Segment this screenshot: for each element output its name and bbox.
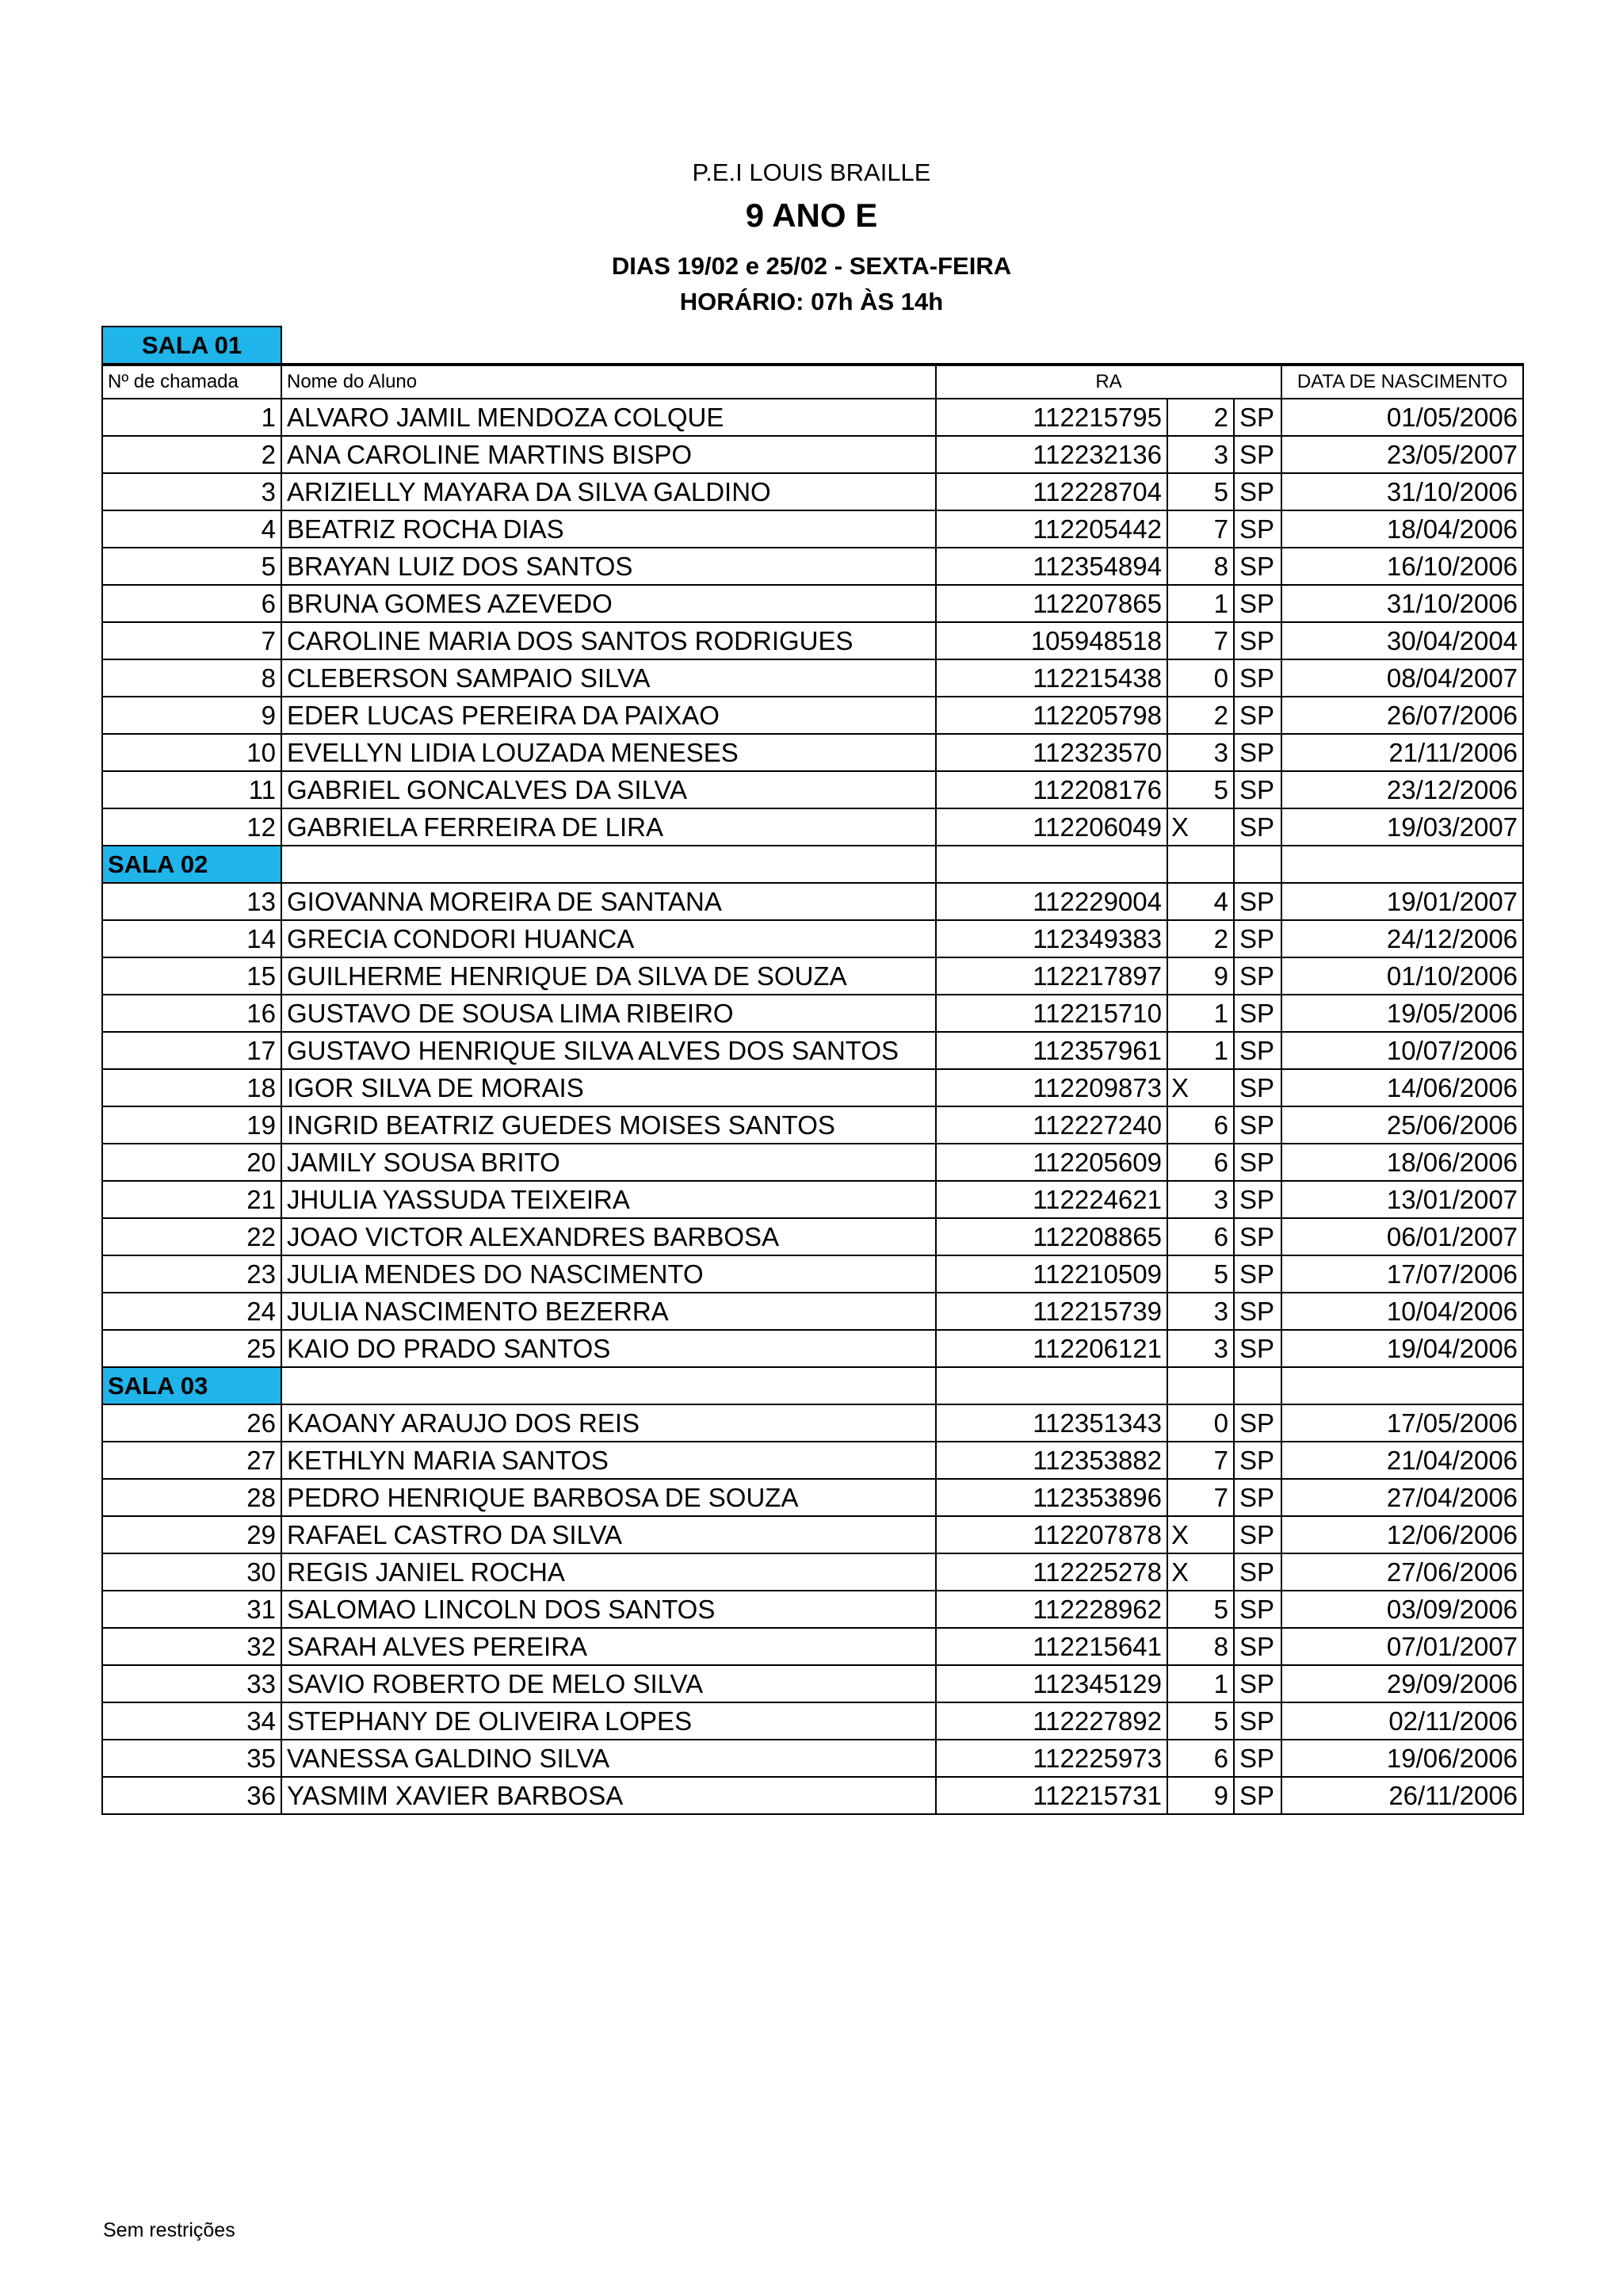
student-number: 16 [102,995,281,1032]
student-number: 27 [102,1442,281,1479]
student-number: 22 [102,1218,281,1255]
student-ra-uf: SP [1234,1181,1281,1218]
header-nascimento: DATA DE NASCIMENTO [1281,365,1523,399]
student-ra-uf: SP [1234,1404,1281,1442]
blank-cell [1281,846,1523,883]
student-ra: 112323570 [936,734,1167,771]
blank-cell [281,327,1523,365]
student-ra-digit: 6 [1167,1144,1234,1181]
student-ra-uf: SP [1234,659,1281,697]
student-ra-uf: SP [1234,1442,1281,1479]
student-number: 25 [102,1330,281,1367]
student-number: 33 [102,1665,281,1702]
student-number: 8 [102,659,281,697]
table-row [102,1330,1523,1367]
student-ra: 112353882 [936,1442,1167,1479]
student-ra-digit: 7 [1167,622,1234,659]
student-ra: 112215438 [936,659,1167,697]
class-title: 9 ANO E [745,197,878,234]
student-number: 19 [102,1106,281,1144]
sala-label: SALA 01 [102,327,281,365]
student-number: 1 [102,399,281,436]
student-name: REGIS JANIEL ROCHA [281,1553,936,1591]
student-birthdate: 12/06/2006 [1281,1516,1523,1553]
student-ra: 112215739 [936,1293,1167,1330]
student-number: 18 [102,1069,281,1106]
student-name: EDER LUCAS PEREIRA DA PAIXAO [281,697,936,734]
student-birthdate: 19/06/2006 [1281,1740,1523,1777]
student-ra: 112228704 [936,473,1167,510]
student-birthdate: 19/04/2006 [1281,1330,1523,1367]
student-number: 17 [102,1032,281,1069]
exam-schedule: HORÁRIO: 07h ÀS 14h [679,288,944,315]
student-ra-uf: SP [1234,1106,1281,1144]
table-row [102,622,1523,659]
student-number: 29 [102,1516,281,1553]
student-ra-uf: SP [1234,995,1281,1032]
student-ra-digit: 6 [1167,1218,1234,1255]
table-row [102,1404,1523,1442]
student-ra: 112353896 [936,1479,1167,1516]
student-ra-uf: SP [1234,1591,1281,1628]
sala-row [102,1367,1523,1404]
student-ra-digit: 6 [1167,1106,1234,1144]
student-ra-uf: SP [1234,1777,1281,1814]
table-row [102,436,1523,473]
student-ra-digit: 7 [1167,510,1234,548]
student-number: 6 [102,585,281,622]
student-birthdate: 24/12/2006 [1281,920,1523,957]
student-number: 21 [102,1181,281,1218]
student-ra-digit: 3 [1167,1293,1234,1330]
student-name: JHULIA YASSUDA TEIXEIRA [281,1181,936,1218]
table-row [102,1144,1523,1181]
student-name: SALOMAO LINCOLN DOS SANTOS [281,1591,936,1628]
header-ra: RA [936,365,1281,399]
student-ra-digit: 9 [1167,1777,1234,1814]
student-number: 15 [102,957,281,995]
student-ra-uf: SP [1234,1702,1281,1740]
blank-cell [1281,1367,1523,1404]
table-row [102,1293,1523,1330]
student-ra-digit: 1 [1167,995,1234,1032]
student-ra: 112210509 [936,1255,1167,1293]
student-birthdate: 21/11/2006 [1281,734,1523,771]
student-number: 20 [102,1144,281,1181]
student-number: 10 [102,734,281,771]
student-number: 5 [102,548,281,585]
student-name: JOAO VICTOR ALEXANDRES BARBOSA [281,1218,936,1255]
table-row [102,883,1523,920]
student-number: 35 [102,1740,281,1777]
student-ra: 112351343 [936,1404,1167,1442]
student-ra-uf: SP [1234,1479,1281,1516]
table-row [102,1516,1523,1553]
student-name: CLEBERSON SAMPAIO SILVA [281,659,936,697]
student-ra-uf: SP [1234,399,1281,436]
student-ra: 112206121 [936,1330,1167,1367]
student-ra: 112205442 [936,510,1167,548]
table-row [102,1591,1523,1628]
student-ra-digit: 5 [1167,473,1234,510]
table-row [102,548,1523,585]
student-number: 28 [102,1479,281,1516]
student-name: YASMIM XAVIER BARBOSA [281,1777,936,1814]
student-number: 11 [102,771,281,808]
student-name: ALVARO JAMIL MENDOZA COLQUE [281,399,936,436]
table-row [102,1479,1523,1516]
student-birthdate: 01/10/2006 [1281,957,1523,995]
student-name: BRUNA GOMES AZEVEDO [281,585,936,622]
student-ra-uf: SP [1234,1069,1281,1106]
student-ra-uf: SP [1234,920,1281,957]
table-row [102,1218,1523,1255]
student-ra-uf: SP [1234,1218,1281,1255]
student-number: 14 [102,920,281,957]
student-number: 31 [102,1591,281,1628]
student-ra: 112349383 [936,920,1167,957]
table-row [102,995,1523,1032]
student-name: GABRIELA FERREIRA DE LIRA [281,808,936,846]
student-birthdate: 18/04/2006 [1281,510,1523,548]
student-birthdate: 17/07/2006 [1281,1255,1523,1293]
student-name: JAMILY SOUSA BRITO [281,1144,936,1181]
student-ra-uf: SP [1234,1628,1281,1665]
student-name: GRECIA CONDORI HUANCA [281,920,936,957]
student-ra-digit: 9 [1167,957,1234,995]
blank-cell [281,1367,936,1404]
student-ra: 112217897 [936,957,1167,995]
student-ra-digit: 4 [1167,883,1234,920]
student-name: EVELLYN LIDIA LOUZADA MENESES [281,734,936,771]
student-birthdate: 16/10/2006 [1281,548,1523,585]
student-birthdate: 17/05/2006 [1281,1404,1523,1442]
student-birthdate: 23/12/2006 [1281,771,1523,808]
student-ra: 112215641 [936,1628,1167,1665]
student-birthdate: 26/11/2006 [1281,1777,1523,1814]
table-row [102,920,1523,957]
student-ra-uf: SP [1234,1293,1281,1330]
table-row [102,1553,1523,1591]
student-ra: 112228962 [936,1591,1167,1628]
student-ra-digit: 5 [1167,1591,1234,1628]
student-ra: 112227892 [936,1702,1167,1740]
student-name: GUILHERME HENRIQUE DA SILVA DE SOUZA [281,957,936,995]
blank-cell [1234,846,1281,883]
student-name: GABRIEL GONCALVES DA SILVA [281,771,936,808]
student-birthdate: 18/06/2006 [1281,1144,1523,1181]
student-table [101,326,1524,1815]
student-birthdate: 02/11/2006 [1281,1702,1523,1740]
student-name: BRAYAN LUIZ DOS SANTOS [281,548,936,585]
student-number: 4 [102,510,281,548]
student-ra-uf: SP [1234,771,1281,808]
student-ra-uf: SP [1234,1665,1281,1702]
table-row [102,1181,1523,1218]
student-birthdate: 19/03/2007 [1281,808,1523,846]
student-ra-digit: X [1167,1516,1234,1553]
student-birthdate: 31/10/2006 [1281,585,1523,622]
student-name: BEATRIZ ROCHA DIAS [281,510,936,548]
table-row [102,1032,1523,1069]
blank-cell [1234,1367,1281,1404]
student-name: KETHLYN MARIA SANTOS [281,1442,936,1479]
table-row [102,1628,1523,1665]
table-row [102,399,1523,436]
student-ra-digit: 2 [1167,920,1234,957]
student-number: 3 [102,473,281,510]
student-ra-uf: SP [1234,1516,1281,1553]
student-ra-uf: SP [1234,1255,1281,1293]
student-ra: 112215795 [936,399,1167,436]
student-ra: 112215710 [936,995,1167,1032]
header-numero: Nº de chamada [102,365,281,399]
student-ra-digit: 5 [1167,1255,1234,1293]
student-number: 36 [102,1777,281,1814]
table-row [102,473,1523,510]
header-nome: Nome do Aluno [281,365,936,399]
student-ra-uf: SP [1234,1740,1281,1777]
student-name: KAIO DO PRADO SANTOS [281,1330,936,1367]
student-ra-digit: 2 [1167,399,1234,436]
student-ra-digit: 2 [1167,697,1234,734]
student-birthdate: 10/04/2006 [1281,1293,1523,1330]
student-ra-uf: SP [1234,697,1281,734]
student-ra: 112206049 [936,808,1167,846]
table-row [102,1740,1523,1777]
student-ra-digit: X [1167,1069,1234,1106]
column-header-row [102,365,1523,399]
student-name: RAFAEL CASTRO DA SILVA [281,1516,936,1553]
student-birthdate: 25/06/2006 [1281,1106,1523,1144]
sala-label: SALA 03 [102,1367,281,1404]
blank-cell [1167,846,1234,883]
student-ra: 112208176 [936,771,1167,808]
student-number: 23 [102,1255,281,1293]
student-ra: 112232136 [936,436,1167,473]
student-ra: 112225973 [936,1740,1167,1777]
student-ra-digit: 5 [1167,771,1234,808]
student-name: PEDRO HENRIQUE BARBOSA DE SOUZA [281,1479,936,1516]
student-ra: 112354894 [936,548,1167,585]
student-ra: 112208865 [936,1218,1167,1255]
student-ra-digit: 3 [1167,1181,1234,1218]
student-number: 12 [102,808,281,846]
student-ra-digit: 0 [1167,659,1234,697]
student-name: IGOR SILVA DE MORAIS [281,1069,936,1106]
student-birthdate: 07/01/2007 [1281,1628,1523,1665]
student-ra: 112225278 [936,1553,1167,1591]
student-ra: 112229004 [936,883,1167,920]
student-name: SARAH ALVES PEREIRA [281,1628,936,1665]
student-name: INGRID BEATRIZ GUEDES MOISES SANTOS [281,1106,936,1144]
student-ra-uf: SP [1234,510,1281,548]
blank-cell [1167,1367,1234,1404]
student-ra-uf: SP [1234,1553,1281,1591]
student-birthdate: 19/05/2006 [1281,995,1523,1032]
student-ra-digit: 1 [1167,585,1234,622]
student-ra-uf: SP [1234,548,1281,585]
student-birthdate: 01/05/2006 [1281,399,1523,436]
sala-row [102,327,1523,365]
student-ra-digit: 3 [1167,734,1234,771]
student-ra-uf: SP [1234,734,1281,771]
student-ra-uf: SP [1234,808,1281,846]
student-ra-uf: SP [1234,883,1281,920]
student-ra-uf: SP [1234,585,1281,622]
student-ra-uf: SP [1234,1144,1281,1181]
table-row [102,1665,1523,1702]
student-ra-digit: X [1167,808,1234,846]
student-name: KAOANY ARAUJO DOS REIS [281,1404,936,1442]
student-birthdate: 08/04/2007 [1281,659,1523,697]
table-row [102,585,1523,622]
student-name: JULIA MENDES DO NASCIMENTO [281,1255,936,1293]
student-ra: 105948518 [936,622,1167,659]
student-number: 34 [102,1702,281,1740]
student-name: STEPHANY DE OLIVEIRA LOPES [281,1702,936,1740]
student-ra: 112215731 [936,1777,1167,1814]
student-ra: 112227240 [936,1106,1167,1144]
table-row [102,1106,1523,1144]
student-ra-digit: 6 [1167,1740,1234,1777]
student-birthdate: 14/06/2006 [1281,1069,1523,1106]
student-birthdate: 10/07/2006 [1281,1032,1523,1069]
student-number: 24 [102,1293,281,1330]
table-row [102,1442,1523,1479]
student-birthdate: 03/09/2006 [1281,1591,1523,1628]
student-ra: 112357961 [936,1032,1167,1069]
student-ra-uf: SP [1234,622,1281,659]
student-number: 30 [102,1553,281,1591]
student-ra: 112207878 [936,1516,1167,1553]
student-ra-digit: 7 [1167,1442,1234,1479]
table-row [102,1255,1523,1293]
student-birthdate: 29/09/2006 [1281,1665,1523,1702]
table-row [102,771,1523,808]
student-birthdate: 27/06/2006 [1281,1553,1523,1591]
student-name: ARIZIELLY MAYARA DA SILVA GALDINO [281,473,936,510]
student-name: GUSTAVO DE SOUSA LIMA RIBEIRO [281,995,936,1032]
student-number: 7 [102,622,281,659]
student-name: ANA CAROLINE MARTINS BISPO [281,436,936,473]
student-birthdate: 31/10/2006 [1281,473,1523,510]
student-birthdate: 26/07/2006 [1281,697,1523,734]
table-row [102,1777,1523,1814]
school-name: P.E.I LOUIS BRAILLE [692,159,931,186]
student-number: 2 [102,436,281,473]
table-row [102,510,1523,548]
student-birthdate: 23/05/2007 [1281,436,1523,473]
student-number: 26 [102,1404,281,1442]
student-birthdate: 06/01/2007 [1281,1218,1523,1255]
student-ra-uf: SP [1234,1032,1281,1069]
student-ra-uf: SP [1234,1330,1281,1367]
student-ra-digit: 7 [1167,1479,1234,1516]
student-name: GUSTAVO HENRIQUE SILVA ALVES DOS SANTOS [281,1032,936,1069]
sala-row [102,846,1523,883]
blank-cell [281,846,936,883]
table-row [102,734,1523,771]
student-ra: 112205798 [936,697,1167,734]
student-ra-digit: 1 [1167,1032,1234,1069]
student-name: SAVIO ROBERTO DE MELO SILVA [281,1665,936,1702]
student-birthdate: 21/04/2006 [1281,1442,1523,1479]
sala-label: SALA 02 [102,846,281,883]
student-ra-digit: 8 [1167,548,1234,585]
table-row [102,808,1523,846]
table-row [102,697,1523,734]
student-name: VANESSA GALDINO SILVA [281,1740,936,1777]
student-ra: 112209873 [936,1069,1167,1106]
student-birthdate: 27/04/2006 [1281,1479,1523,1516]
student-ra-digit: 8 [1167,1628,1234,1665]
table-row [102,659,1523,697]
student-name: CAROLINE MARIA DOS SANTOS RODRIGUES [281,622,936,659]
student-ra-digit: X [1167,1553,1234,1591]
student-ra-digit: 5 [1167,1702,1234,1740]
blank-cell [936,1367,1167,1404]
table-row [102,1069,1523,1106]
student-ra-uf: SP [1234,436,1281,473]
student-ra: 112345129 [936,1665,1167,1702]
student-ra: 112224621 [936,1181,1167,1218]
student-ra-digit: 3 [1167,436,1234,473]
student-birthdate: 30/04/2004 [1281,622,1523,659]
student-ra: 112205609 [936,1144,1167,1181]
student-number: 13 [102,883,281,920]
student-ra-digit: 0 [1167,1404,1234,1442]
student-ra-digit: 1 [1167,1665,1234,1702]
blank-cell [936,846,1167,883]
student-ra: 112207865 [936,585,1167,622]
student-number: 9 [102,697,281,734]
student-birthdate: 19/01/2007 [1281,883,1523,920]
student-birthdate: 13/01/2007 [1281,1181,1523,1218]
exam-days: DIAS 19/02 e 25/02 - SEXTA-FEIRA [611,252,1012,280]
table-row [102,957,1523,995]
student-ra-uf: SP [1234,473,1281,510]
student-ra-digit: 3 [1167,1330,1234,1367]
footer-classification: Sem restrições [103,2219,235,2241]
table-row [102,1702,1523,1740]
student-name: JULIA NASCIMENTO BEZERRA [281,1293,936,1330]
student-ra-uf: SP [1234,957,1281,995]
student-number: 32 [102,1628,281,1665]
student-name: GIOVANNA MOREIRA DE SANTANA [281,883,936,920]
